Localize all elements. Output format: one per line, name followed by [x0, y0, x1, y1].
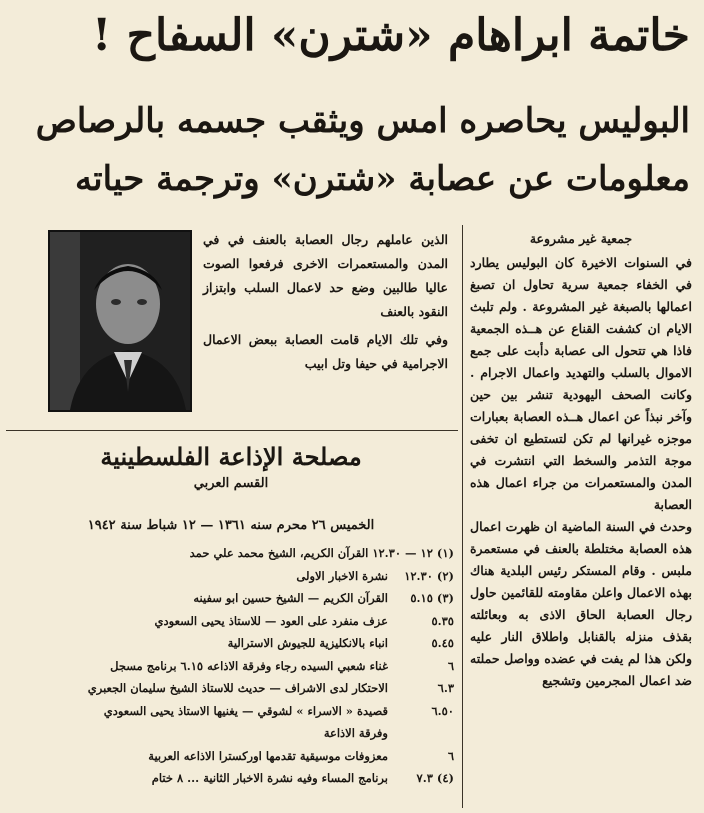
program-item	[8, 587, 454, 610]
program-item	[8, 767, 454, 790]
program-time: ٥.٣٥	[431, 613, 454, 628]
radio-box-title: مصلحة الإذاعة الفلسطينية	[100, 442, 362, 471]
program-item	[8, 610, 454, 633]
program-text: القرآن الكريم، الشيخ محمد علي حمد	[189, 546, 369, 560]
program-text: انباء بالانكليزية للجيوش الاسترالية	[227, 636, 388, 650]
program-item	[8, 700, 454, 723]
program-item	[8, 722, 454, 745]
program-text: الاحتكار لدى الاشراف — حديث للاستاذ الشيخ سليمان الجعبري	[87, 681, 388, 695]
article-subheading: جمعية غير مشروعة	[529, 231, 633, 246]
program-text: غناء شعبي السيده رجاء وفرقة الاذاعه ٦.١٥ برنامج مسجل	[110, 658, 388, 673]
program-time: (٤) ٧.٣	[416, 771, 454, 785]
article-middle-column	[203, 228, 448, 376]
program-time: ٦.٥٠	[431, 703, 454, 718]
article-paragraph: وحدث في السنة الماضية ان ظهرت اعمال هذه العصابة مختلطة بالعنف في مستعمرة ملبس . وقام المستكر رئيس البلدية هناك بهذه الاعمال واعلن مقاومته للقائمين حاول رجال العصابة الحاق الاذى به وبعائلته بقذف منزله بالقنابل واطلاق النار عليه ولكن هذا لم يفت في عضده وواصل حملته ضد اعمال المجرمين وتشجيع	[470, 519, 692, 688]
program-item	[8, 745, 454, 768]
program-time: (١) ١٢ — ١٢.٣٠	[372, 546, 454, 560]
program-text: نشرة الاخبار الاولى	[296, 568, 388, 583]
program-time: ٥.٤٥	[431, 636, 454, 650]
article-paragraph: الذين عاملهم رجال العصابة بالعنف في في المدن والمستعمرات الاخرى فرفعوا الصوت عاليا طالبين وضع حد لاعمال السلب وابتزاز النقود بالعنف	[203, 232, 448, 319]
article-paragraph: في السنوات الاخيرة كان البوليس يطارد في الخفاء جمعية سرية تحاول ان تصبغ اعمالها بالصبغة غير المشروعة . ولم تلبث الايام ان كشفت القناع عن هــذه الجمعية فاذا هي تتحول الى عصابة دأبت على جمع الاموال بالسلب والتهديد واعمال الاجرام . وكانت الصحف اليهودية تنشر بين حين وآخر نبذاً عن اعمال هــذه العصابة بعبارات موجزه غيرانها لم تكن لتستطيع ان تخفى موجة التذمر والسخط التي انتشرت في المدن والمستعمرات من جراء اعمال هذه العصابة	[470, 255, 692, 512]
program-text: معزوفات موسيقية تقدمها اوركسترا الاذاعه العربية	[148, 748, 388, 763]
program-text: قصيدة « الاسراء » لشوقي — يغنيها الاستاذ يحيى السعودي	[103, 703, 388, 718]
program-text: عزف منفرد على العود — للاستاذ يحيى السعودي	[154, 613, 388, 628]
article-right-column	[470, 228, 692, 692]
program-item	[8, 542, 454, 565]
radio-box-subtitle: القسم العربي	[193, 476, 269, 491]
program-item	[8, 655, 454, 678]
program-time: (٣) ٥.١٥	[410, 591, 454, 605]
radio-schedule-box	[8, 436, 454, 808]
third-headline: معلومات عن عصابة «شترن» وترجمة حياته	[74, 159, 690, 199]
program-text: وفرقة الاذاعة	[323, 726, 388, 740]
main-headline: خاتمة ابراهام «شترن» السفاح !	[92, 10, 690, 61]
second-headline: البوليس يحاصره امس ويثقب جسمه بالرصاص	[35, 101, 690, 141]
program-text: القرآن الكريم — الشيخ حسين ابو سفينه	[193, 591, 388, 605]
article-paragraph: وفي تلك الايام قامت العصابة ببعض الاعمال الاجرامية في حيفا وتل ابيب	[203, 332, 448, 371]
program-time: ٦	[447, 748, 454, 763]
portrait-photo	[48, 230, 192, 412]
program-item	[8, 677, 454, 700]
portrait-photo-icon	[50, 232, 190, 410]
program-time: ٦	[447, 658, 454, 673]
program-time: ٦.٣	[437, 681, 454, 695]
section-divider	[6, 430, 458, 431]
program-text: برنامج المساء وفيه نشرة الاخبار الثانية ... ٨ ختام	[151, 771, 388, 785]
program-list	[8, 542, 454, 790]
program-time: (٢) ١٢.٣٠	[404, 568, 454, 583]
program-item	[8, 565, 454, 588]
radio-box-date: الخميس ٢٦ محرم سنه ١٣٦١ — ١٢ شباط سنة ١٩٤٢	[87, 518, 375, 533]
column-divider	[462, 225, 463, 808]
program-item	[8, 632, 454, 655]
